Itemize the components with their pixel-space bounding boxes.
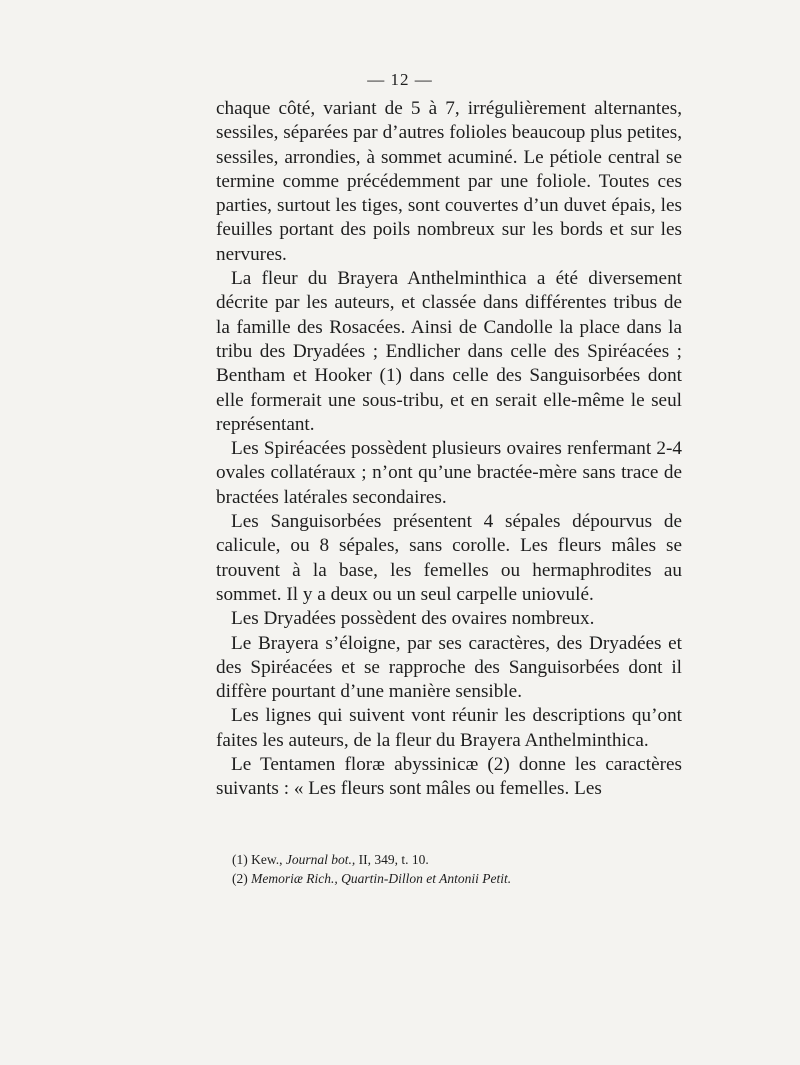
paragraph-descriptions-intro: Les lignes qui suivent vont réunir les descriptions qu’ont faites les auteurs, de la fleur du Brayera Anthelminthica. — [216, 705, 682, 751]
footnote-marker: (1) — [232, 852, 248, 867]
footnote-reference: II, 349, t. 10. — [358, 852, 429, 867]
footnote-2 — [232, 869, 682, 888]
paragraph-leaves-description: chaque côté, variant de 5 à 7, irrégulièrement alternantes, sessiles, séparées par d’autres folioles beaucoup plus petites, sessiles, arrondies, à sommet acuminé. Le pétiole central se termine comme précédemment par une foliole. Toutes ces parties, surtout les tiges, sont couvertes d’un duvet épais, les feuilles portant des poils nombreux sur les bords et sur les nervures. — [216, 98, 682, 265]
footnote-1 — [232, 850, 682, 869]
paragraph-dryadees: Les Dryadées possèdent des ovaires nombreux. — [231, 608, 595, 630]
paragraph-spireacees: Les Spiréacées possèdent plusieurs ovaires renfermant 2-4 ovales collatéraux ; n’ont qu’une bractée-mère sans trace de bractées latérales secondaires. — [216, 438, 682, 508]
paragraph-brayera-comparison: Le Brayera s’éloigne, par ses caractères, des Dryadées et des Spiréacées et se rapproche des Sanguisorbées dont il diffère pourtant d’une manière sensible. — [216, 632, 682, 703]
footnote-source: Kew., — [251, 852, 283, 867]
paragraph-flower-classification: La fleur du Brayera Anthelminthica a été diversement décrite par les auteurs, et classée dans différentes tribus de la famille des Rosacées. Ainsi de Candolle la place dans la tribu des Dryadées ; Endlicher dans celle des Spiréacées ; Bentham et Hooker (1) dans celle des Sanguisorbées dont elle formerait une sous-tribu, et en serait elle-même le seul représentant. — [216, 268, 682, 435]
page-number: — 12 — — [367, 70, 433, 89]
paragraph-sanguisorbees: Les Sanguisorbées présentent 4 sépales dépourvus de calicule, ou 8 sépales, sans corolle. Les fleurs mâles se trouvent à la base, les femelles ou hermaphrodites au sommet. Il y a deux ou un seul carpelle uniovulé. — [216, 511, 682, 605]
footnote-title: Memoriæ Rich., Quartin-Dillon et Antonii Petit. — [251, 871, 512, 886]
footnote-title: Journal bot., — [285, 852, 356, 867]
paragraph-tentamen-quote: Le Tentamen floræ abyssinicæ (2) donne les caractères suivants : « Les fleurs sont mâles ou femelles. Les — [216, 754, 682, 800]
footnote-marker: (2) — [232, 871, 248, 886]
body-text — [216, 97, 682, 802]
footnotes — [232, 850, 682, 888]
